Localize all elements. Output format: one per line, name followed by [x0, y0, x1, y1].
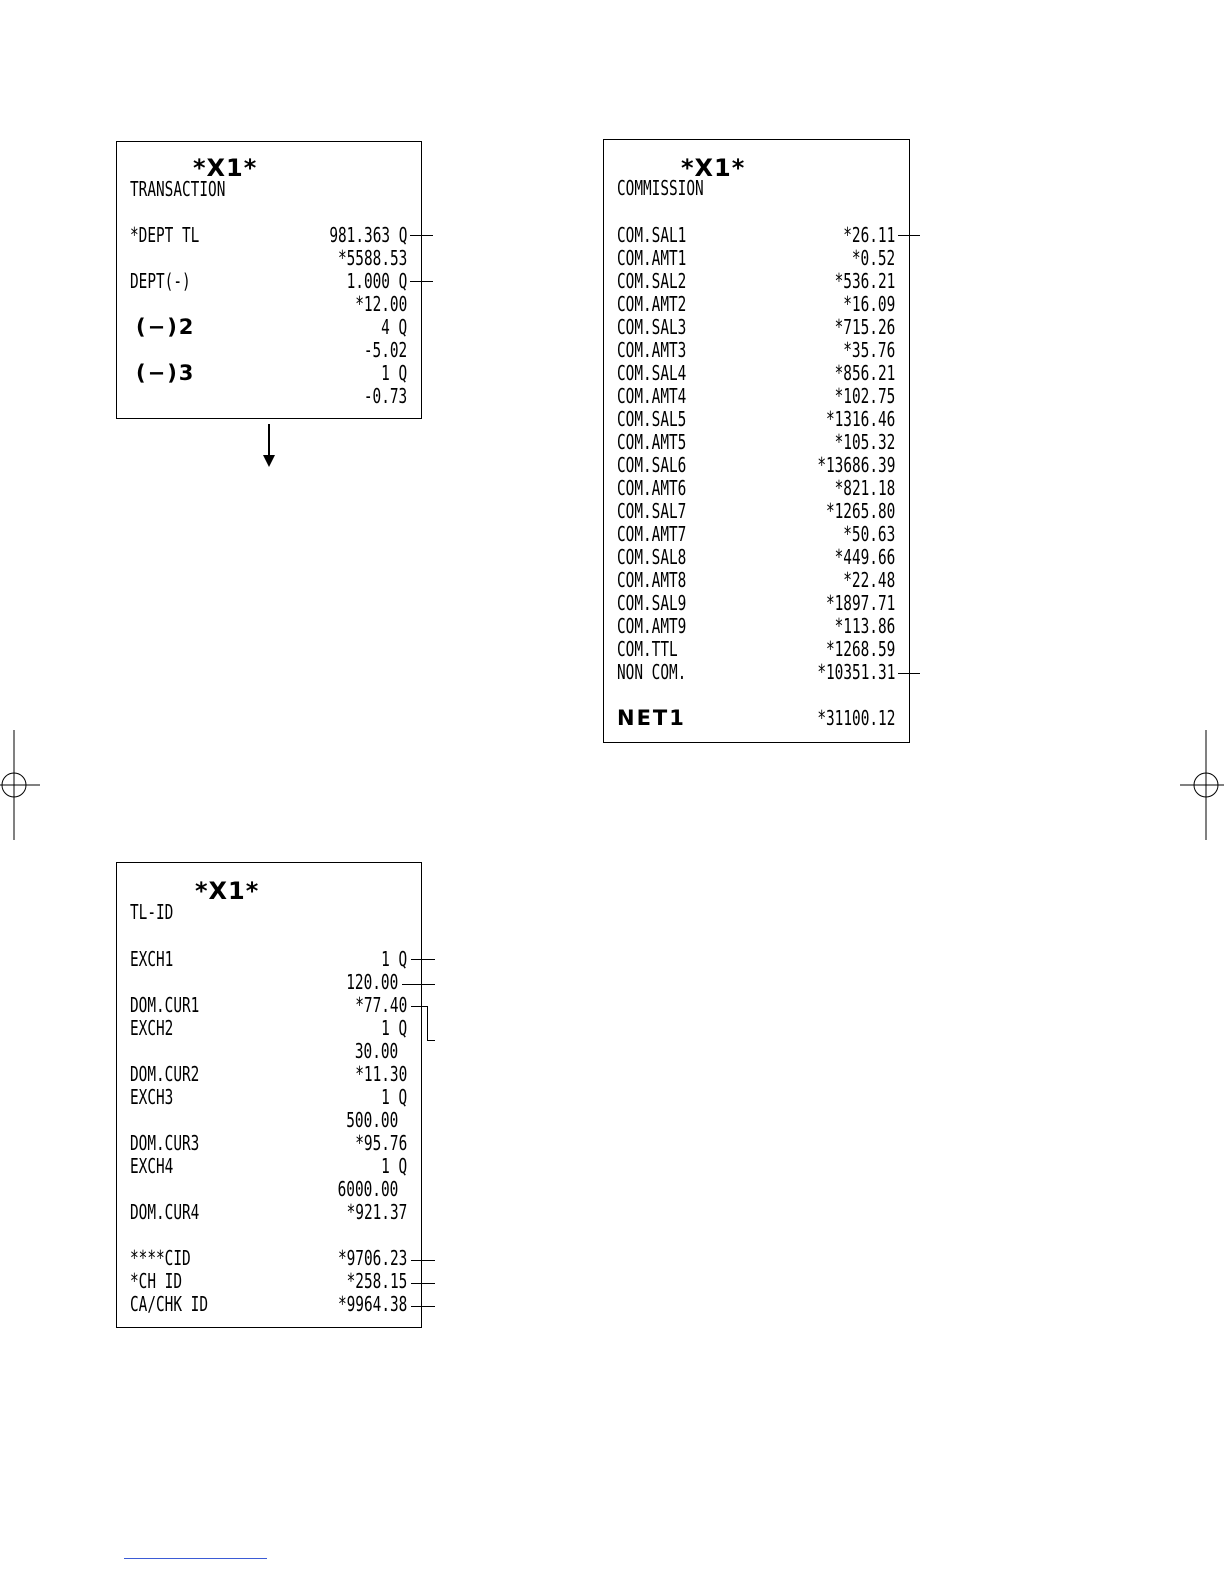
- receipt-row: [130, 385, 407, 408]
- registration-mark-left: [0, 730, 44, 840]
- row-value: *536.21: [834, 269, 895, 293]
- net-label: NET1: [617, 706, 686, 730]
- row-value: *9964.38: [337, 1292, 407, 1316]
- receipt-row: [617, 477, 895, 500]
- row-label: ****CID: [130, 1246, 191, 1270]
- receipt-row: [130, 293, 407, 316]
- row-value: *11.30: [354, 1062, 407, 1086]
- receipt-row: [130, 362, 407, 385]
- row-value: 981.363 Q: [328, 223, 407, 247]
- row-value: *35.76: [842, 338, 895, 362]
- receipt-row: [617, 293, 895, 316]
- receipt-row: [130, 1086, 407, 1109]
- row-label: COM.SAL5: [617, 407, 687, 431]
- row-label: COM.AMT4: [617, 384, 687, 408]
- row-value: *12.00: [354, 292, 407, 316]
- row-value: *105.32: [834, 430, 895, 454]
- row-label: COM.TTL: [617, 637, 678, 661]
- row-label: COM.AMT2: [617, 292, 687, 316]
- receipt-row: [617, 661, 895, 684]
- leader-line: [411, 1260, 435, 1261]
- receipt-row: [130, 1270, 407, 1293]
- receipt-row: [617, 362, 895, 385]
- row-value: *1265.80: [825, 499, 895, 523]
- receipt-title: *X1*: [195, 877, 260, 905]
- receipt-row: [130, 1017, 407, 1040]
- receipt-row: [130, 1040, 398, 1063]
- commission-receipt: [603, 139, 910, 743]
- leader-line: [411, 1283, 435, 1284]
- receipt-row: [130, 270, 407, 293]
- row-label: DEPT(-): [130, 269, 191, 293]
- receipt-row: [617, 431, 895, 454]
- row-value: *10351.31: [816, 660, 895, 684]
- row-value: 1 Q: [380, 1016, 407, 1040]
- row-value: *77.40: [354, 993, 407, 1017]
- receipt-title: *X1*: [681, 154, 746, 182]
- row-label: COM.AMT5: [617, 430, 687, 454]
- row-value: *50.63: [842, 522, 895, 546]
- receipt-subtitle: TL-ID: [130, 900, 174, 924]
- receipt-row: [130, 948, 407, 971]
- row-label: COM.AMT9: [617, 614, 687, 638]
- row-value: -0.73: [363, 384, 407, 408]
- row-value: *13686.39: [816, 453, 895, 477]
- row-label: COM.SAL9: [617, 591, 687, 615]
- row-label: EXCH2: [130, 1016, 174, 1040]
- receipt-row: [130, 1063, 407, 1086]
- row-value: *9706.23: [337, 1246, 407, 1270]
- receipt-row: [617, 546, 895, 569]
- down-arrow-icon: [263, 455, 275, 467]
- row-label: *DEPT TL: [130, 223, 200, 247]
- row-value: *113.86: [834, 614, 895, 638]
- receipt-row: [130, 994, 407, 1017]
- row-label: CA/CHK ID: [130, 1292, 209, 1316]
- row-label: COM.AMT1: [617, 246, 687, 270]
- row-value: *26.11: [842, 223, 895, 247]
- tl-id-receipt: [116, 862, 422, 1328]
- leader-line: [898, 673, 920, 674]
- receipt-row: [617, 638, 895, 661]
- row-label: COM.AMT7: [617, 522, 687, 546]
- leader-line: [410, 281, 433, 282]
- row-value: *821.18: [834, 476, 895, 500]
- row-label: DOM.CUR3: [130, 1131, 200, 1155]
- row-value: -5.02: [363, 338, 407, 362]
- receipt-row: [617, 270, 895, 293]
- row-value: *921.37: [346, 1200, 407, 1224]
- row-value: 1 Q: [380, 1154, 407, 1178]
- receipt-row: [130, 247, 407, 270]
- receipt-row: [130, 971, 398, 994]
- net-total-row: [617, 707, 895, 730]
- row-label: EXCH1: [130, 947, 174, 971]
- row-label: COM.SAL4: [617, 361, 687, 385]
- row-label: DOM.CUR1: [130, 993, 200, 1017]
- row-label: COM.SAL7: [617, 499, 687, 523]
- row-label: DOM.CUR2: [130, 1062, 200, 1086]
- row-value: *0.52: [851, 246, 895, 270]
- leader-line: [411, 1006, 427, 1007]
- row-label: *CH ID: [130, 1269, 183, 1293]
- receipt-title: *X1*: [193, 154, 258, 182]
- row-label: (−)2: [136, 315, 196, 339]
- receipt-row: [130, 1293, 407, 1316]
- row-label: COM.SAL6: [617, 453, 687, 477]
- receipt-row: [130, 1247, 407, 1270]
- leader-line: [427, 1040, 435, 1041]
- row-value: 4 Q: [380, 315, 407, 339]
- row-value: *95.76: [354, 1131, 407, 1155]
- receipt-row: [617, 385, 895, 408]
- leader-line: [427, 1006, 428, 1040]
- receipt-row: [617, 523, 895, 546]
- row-value: 1.000 Q: [346, 269, 407, 293]
- row-label: COM.SAL2: [617, 269, 687, 293]
- row-value: *258.15: [346, 1269, 407, 1293]
- row-value: *22.48: [842, 568, 895, 592]
- row-label: EXCH3: [130, 1085, 174, 1109]
- receipt-row: [130, 1109, 398, 1132]
- row-value: *1316.46: [825, 407, 895, 431]
- receipt-row: [617, 339, 895, 362]
- receipt-row: [130, 1132, 407, 1155]
- row-value: 500.00: [345, 1108, 398, 1132]
- row-label: COM.AMT8: [617, 568, 687, 592]
- row-label: DOM.CUR4: [130, 1200, 200, 1224]
- leader-line: [402, 984, 435, 985]
- row-value: *5588.53: [337, 246, 407, 270]
- row-label: (−)3: [136, 361, 196, 385]
- row-value: *102.75: [834, 384, 895, 408]
- row-value: *1897.71: [825, 591, 895, 615]
- row-label: EXCH4: [130, 1154, 174, 1178]
- registration-mark-right: [1180, 730, 1224, 840]
- row-value: *715.26: [834, 315, 895, 339]
- leader-line: [410, 235, 433, 236]
- row-label: NON COM.: [617, 660, 687, 684]
- receipt-row: [617, 592, 895, 615]
- leader-line: [898, 235, 920, 236]
- row-value: 1 Q: [380, 361, 407, 385]
- row-value: 1 Q: [380, 947, 407, 971]
- receipt-row: [617, 615, 895, 638]
- link-underline: [124, 1558, 267, 1559]
- receipt-row: [130, 339, 407, 362]
- row-value: *449.66: [834, 545, 895, 569]
- receipt-row: [617, 316, 895, 339]
- row-value: *1268.59: [825, 637, 895, 661]
- receipt-row: [130, 224, 407, 247]
- receipt-row: [130, 1155, 407, 1178]
- row-value: 6000.00: [337, 1177, 398, 1201]
- receipt-row: [617, 500, 895, 523]
- row-value: *16.09: [842, 292, 895, 316]
- leader-line: [411, 1306, 435, 1307]
- transaction-receipt: [116, 141, 422, 419]
- leader-line: [411, 959, 435, 960]
- receipt-row: [617, 454, 895, 477]
- row-value: 30.00: [354, 1039, 398, 1063]
- receipt-subtitle: COMMISSION: [617, 176, 704, 200]
- receipt-subtitle: TRANSACTION: [130, 177, 226, 201]
- net-value: *31100.12: [816, 706, 895, 730]
- receipt-row: [617, 247, 895, 270]
- receipt-row: [617, 224, 895, 247]
- row-label: COM.AMT3: [617, 338, 687, 362]
- row-value: 120.00: [345, 970, 398, 994]
- row-label: COM.SAL3: [617, 315, 687, 339]
- row-value: *856.21: [834, 361, 895, 385]
- row-label: COM.AMT6: [617, 476, 687, 500]
- receipt-row: [130, 1201, 407, 1224]
- row-value: 1 Q: [380, 1085, 407, 1109]
- receipt-row: [617, 569, 895, 592]
- row-label: COM.SAL1: [617, 223, 687, 247]
- receipt-row: [617, 408, 895, 431]
- receipt-row: [130, 316, 407, 339]
- row-label: COM.SAL8: [617, 545, 687, 569]
- receipt-row: [130, 1178, 398, 1201]
